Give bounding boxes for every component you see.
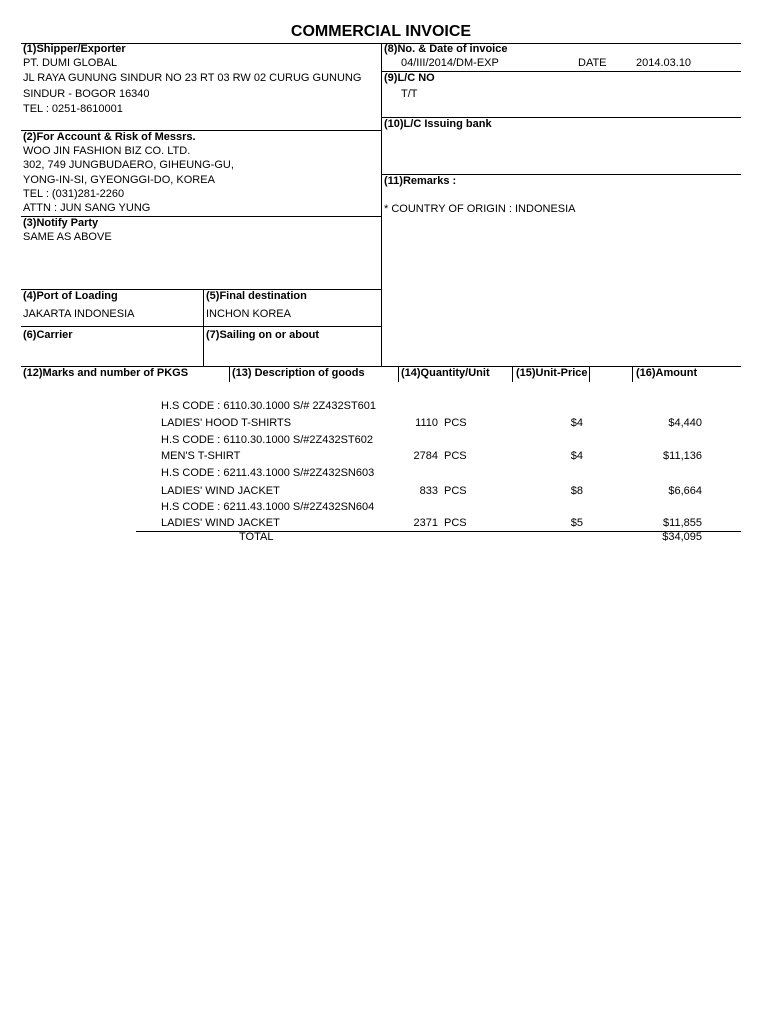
notify-value: SAME AS ABOVE [23, 231, 112, 243]
col-header-unit-price: (15)Unit-Price [516, 367, 588, 379]
col-sep-5 [632, 366, 633, 382]
item-price: $4 [570, 417, 583, 429]
item-qty: 1110 [415, 417, 438, 429]
notify-label: (3)Notify Party [23, 217, 99, 229]
invoice-lc-divider [381, 71, 741, 72]
item-qty: 2784 [413, 450, 438, 462]
invoice-number: 04/III/2014/DM-EXP [401, 57, 499, 69]
item-name: MEN'S T-SHIRT [161, 450, 241, 462]
account-line: WOO JIN FASHION BIZ CO. LTD. [23, 145, 191, 157]
remarks-value: * COUNTRY OF ORIGIN : INDONESIA [384, 203, 576, 215]
invoice-label: (8)No. & Date of invoice [384, 43, 508, 55]
invoice-date-label: DATE [578, 57, 607, 69]
shipper-line: TEL : 0251-8610001 [23, 103, 123, 115]
col-sep-3 [512, 366, 513, 382]
port-carrier-divider [21, 326, 381, 327]
item-name: LADIES' WIND JACKET [161, 485, 280, 497]
item-unit: PCS [444, 485, 467, 497]
total-label: TOTAL [239, 531, 274, 543]
col-sep-1 [229, 366, 230, 382]
port-loading-label: (4)Port of Loading [23, 290, 118, 302]
item-qty: 833 [419, 485, 438, 497]
item-amount: $6,664 [668, 485, 702, 497]
account-line: 302, 749 JUNGBUDAERO, GIHEUNG-GU, [23, 159, 234, 171]
col-sep-2 [398, 366, 399, 382]
header-center-divider [381, 43, 382, 366]
col-header-marks: (12)Marks and number of PKGS [23, 367, 189, 379]
lc-label: (9)L/C NO [384, 72, 435, 84]
shipper-line: SINDUR - BOGOR 16340 [23, 88, 150, 100]
lc-value: T/T [401, 88, 418, 100]
item-amount: $11,855 [663, 517, 702, 529]
col-sep-4 [589, 366, 590, 382]
item-amount: $11,136 [663, 450, 702, 462]
account-line: YONG-IN-SI, GYEONGGI-DO, KOREA [23, 174, 215, 186]
item-hs-code: H.S CODE : 6110.30.1000 S/#2Z432ST602 [161, 434, 373, 446]
shipper-label: (1)Shipper/Exporter [23, 43, 126, 55]
document-title: COMMERCIAL INVOICE [290, 23, 472, 40]
item-name: LADIES' WIND JACKET [161, 517, 280, 529]
col-header-description: (13) Description of goods [232, 367, 365, 379]
shipper-line: JL RAYA GUNUNG SINDUR NO 23 RT 03 RW 02 CURUG GUNUNG [23, 72, 362, 84]
carrier-label: (6)Carrier [23, 329, 73, 341]
shipper-line: PT. DUMI GLOBAL [23, 57, 118, 69]
item-unit: PCS [444, 417, 467, 429]
sailing-label: (7)Sailing on or about [206, 329, 320, 341]
item-name: LADIES' HOOD T-SHIRTS [161, 417, 292, 429]
item-unit: PCS [444, 450, 467, 462]
item-amount: $4,440 [668, 417, 702, 429]
item-unit: PCS [444, 517, 467, 529]
item-price: $5 [570, 517, 583, 529]
total-amount: $34,095 [662, 531, 702, 543]
item-price: $8 [570, 485, 583, 497]
final-destination-value: INCHON KOREA [206, 308, 291, 320]
item-hs-code: H.S CODE : 6211.43.1000 S/#2Z432SN603 [161, 467, 375, 479]
final-destination-label: (5)Final destination [206, 290, 307, 302]
issuing-bank-label: (10)L/C Issuing bank [384, 118, 492, 130]
col-header-quantity: (14)Quantity/Unit [401, 367, 490, 379]
item-qty: 2371 [413, 517, 438, 529]
invoice-date: 2014.03.10 [636, 57, 692, 69]
item-hs-code: H.S CODE : 6110.30.1000 S/# 2Z432ST601 [161, 400, 377, 412]
remarks-label: (11)Remarks : [384, 175, 457, 187]
port-destination-divider [203, 289, 204, 366]
account-line: TEL : (031)281-2260 [23, 188, 125, 200]
port-loading-value: JAKARTA INDONESIA [23, 308, 135, 320]
account-line: ATTN : JUN SANG YUNG [23, 202, 151, 214]
col-header-amount: (16)Amount [636, 367, 698, 379]
item-hs-code: H.S CODE : 6211.43.1000 S/#2Z432SN604 [161, 501, 375, 513]
item-price: $4 [570, 450, 583, 462]
account-label: (2)For Account & Risk of Messrs. [23, 131, 196, 143]
